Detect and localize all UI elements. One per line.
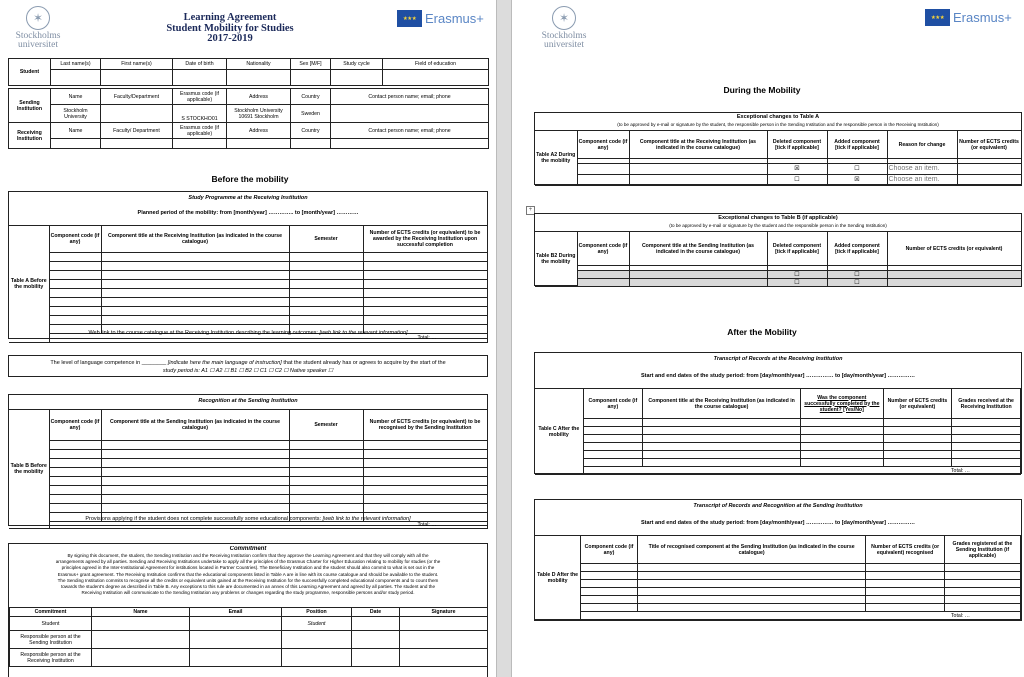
planned-period: Planned period of the mobility: from [month/year] ………….. to [month/year] ………… (137, 210, 359, 216)
field-cell[interactable] (383, 70, 489, 86)
page-gap (496, 0, 512, 677)
last-name-cell[interactable] (51, 70, 101, 86)
table-d-total: Total: … (581, 612, 1021, 620)
student-date-cell[interactable] (352, 617, 400, 631)
table-b-total: Total: … (49, 522, 487, 529)
receiving-contact-cell[interactable] (331, 139, 489, 149)
commitment-table: Commitment Name Email Position Date Signature Student Student Responsible person at the Sending Institution Responsible person at the Receiving Institution (9, 607, 488, 667)
transcript-d-title: Transcript of Records and Recognition at the Sending Institution (693, 503, 863, 509)
sending-address-cell[interactable]: Stockholm University 10691 Stockholm (227, 105, 291, 123)
student-signature-cell[interactable] (400, 617, 488, 631)
table-b2: Table B2 During the mobility Component code (if any) Component title at the Sending Institution (as indicated in the course catalogue) Deleted component [tick if applicable] Added component [tick if applicable] Number of ECTS credits (or equivalent) ☐ ☐ ☐ ☐ (535, 231, 1022, 287)
sex-cell[interactable] (291, 70, 331, 86)
study-cycle-cell[interactable] (331, 70, 383, 86)
university-seal-icon: ✶ (552, 6, 576, 30)
table-c-total: Total: … (583, 467, 1020, 475)
erasmus-logo: ★★★ Erasmus+ (397, 10, 484, 27)
receiving-faculty-cell[interactable] (101, 139, 173, 149)
sending-contact-cell[interactable] (331, 105, 489, 123)
sending-erasmus-code-cell[interactable]: S STOCKHO01 (173, 105, 227, 123)
dob-cell[interactable] (173, 70, 227, 86)
student-email-cell[interactable] (190, 617, 282, 631)
course-catalogue-weblink: Web link to the course catalogue at the Receiving Institution describing the learning outcomes: [web link to the relevant information] (88, 330, 408, 336)
commitment-row-student: Student (10, 617, 92, 631)
stockholm-university-logo-2: ✶ Stockholms universitet (534, 6, 594, 50)
deleted-checkbox[interactable]: ☒ (767, 164, 827, 175)
deleted-checkbox[interactable]: ☐ (767, 271, 827, 279)
table-a2: Table A2 During the mobility Component code (if any) Component title at the Receiving Institution (as indicated in the course catalogue) Deleted component [tick if applicable] Added component [tick if applicable] Reason for change Number of ECTS credits (or equivalent) ☒ ☐ Choose an item. ☐ ☒ Choose an item. (535, 130, 1022, 186)
changes-a-title: Exceptional changes to Table A (736, 114, 820, 120)
table-a-total: Total: … (49, 334, 487, 343)
receiving-name-cell[interactable] (51, 139, 101, 149)
eu-flag-icon: ★★★ (925, 9, 950, 26)
transcript-c-title: Transcript of Records at the Receiving Institution (713, 356, 843, 362)
table-move-handle-icon[interactable]: + (526, 206, 535, 215)
first-name-cell[interactable] (101, 70, 173, 86)
language-level-checkboxes[interactable]: study period is: A1 ☐ A2 ☐ B1 ☐ B2 ☐ C1 ☐ C2 ☐ Native speaker ☐ (162, 368, 334, 374)
reason-dropdown[interactable]: Choose an item. (887, 164, 957, 175)
commitment-text: By signing this document, the student, the Sending Institution and the Receiving Institution confirm that they approve the Learning Agreement and that they will comply with all the arrangements agreed by all parties. Sending and Receiving Institutions undertake to apply all the principles of the Erasmus Charter for Higher Education relating to mobility for studies (or the principles agreed in the Inter-Institutional Agreement for institutions located in Partner Countries). The Beneficiary Institution and the student should also commit to what is set out in the Erasmus+ grant agreement. The Receiving Institution confirms that the educational components listed in Table A are in line with its course catalogue and should be available to the student. The Sending Institution commits to recognise all the credits or equivalent units gained at the Receiving Institution for the successfully completed educational components and to count them towards the student's degree as described in Table B. Any exceptions to this rule are documented in an annex of this Learning Agreement and agreed by all parties. The student and the Receiving Institution will communicate to the Sending Institution any problems or changes regarding the study programme, responsible persons and/or study period. (55, 553, 441, 596)
page-2: ✶ Stockholms universitet ★★★ Erasmus+ During the Mobility Exceptional changes to Table A (to be approved by e-mail or signature by the student, the responsible person in the Sending Institution and the responsible person in the Receiving Institution) Table A2 During the mobility Component code (if any) Component title at the Receiving Institution (as indicated in the course catalogue) Deleted component [tick if applicable] Added component [tick if applicable] Reason for change Number of ECTS credits (or equivalent) ☒ ☐ Choose an item. ☐ ☒ Choose an item. + Exceptional changes to Table B (if applicable) (to be approved by e-mail or signature by the student and the responsible person in the Sending Institution) Table B2 During the mobility Component code (if any) Component title at the Sending Institution (as indicated in the course catalogue) Deleted component [tick if applicable] Added component [tick if applicable] Number of ECTS credits (or equivalent) ☐ ☐ ☐ ☐ After the Mobility Transcript of Records at the Receiving Institution Start and end dates of the study period: from [day/month/year] …………… to [day/month/year] …………… Table C After the mobility Component code (if any) Component title at the Receiving Institution (as indicated in the course catalogue) Was the component successfully completed by the student? [Yes/No] Number of ECTS credits (or equivalent) Grades received at the Receiving Institution Total: … Transcript of Records and Recognition at the Sending Institution Start and end dates of the study period: from [day/month/year] …………… to [day/month/year] …………… Table D After the mobility Component code (if any) Title of recognised component at the Sending Institution (as indicated in the course catalogue) Number of ECTS credits (or equivalent) recognised Grades registered at the Sending Institution (if applicable) Total: … (512, 0, 1024, 677)
student-info-table: Student Last name(s) First name(s) Date of birth Nationality Sex [M/F] Study cycle Field of education Sending Institution Name Faculty/Department Erasmus code (if applicable) Address Country Contact person name; email; phone Stockholm University S STOCKHO01 Stockholm University 10691 Stockholm Sweden Receiving Institution Name Faculty/ Department Erasmus code (if applicable) Address Country Contact person name; email; phone (8, 58, 489, 149)
commitment-row-sending: Responsible person at the Sending Institution (10, 631, 92, 649)
table-c: Table C After the mobility Component code (if any) Component title at the Receiving Institution (as indicated in the course catalogue) Was the component successfully completed by the student? [Yes/No] Number of ECTS credits (or equivalent) Grades received at the Receiving Institution Total: … (535, 388, 1021, 475)
added-checkbox[interactable]: ☐ (827, 164, 887, 175)
page-1 (0, 0, 496, 677)
table-d: Table D After the mobility Component code (if any) Title of recognised component at the Sending Institution (as indicated in the course catalogue) Number of ECTS credits (or equivalent) recognised Grades registered at the Sending Institution (if applicable) Total: … (535, 535, 1021, 620)
during-mobility-heading: During the Mobility (723, 85, 801, 95)
university-seal-icon: ✶ (26, 6, 50, 30)
sending-name-cell[interactable]: Stockholm University (51, 105, 101, 123)
study-programme-title: Study Programme at the Receiving Institution (188, 195, 308, 201)
weblink-placeholder[interactable]: [web link to the relevant information] (319, 330, 408, 336)
table-b: Table B Before the mobility Component code (if any) Component title at the Sending Institution (as indicated in the course catalogue) Semester Number of ECTS credits (or equivalent) to be recognised by the Sending Institution Total: … (9, 409, 488, 529)
deleted-checkbox[interactable]: ☐ (767, 279, 827, 287)
eu-flag-icon: ★★★ (397, 10, 422, 27)
added-checkbox[interactable]: ☒ (827, 175, 887, 186)
table-d-period: Start and end dates of the study period: from [day/month/year] …………… to [day/month/year] …………… (640, 520, 916, 526)
changes-b-title: Exceptional changes to Table B (if applicable) (718, 215, 838, 221)
language-line-1: The level of language competence in ________ [indicate here the main language of instruction] that the student already has or agrees to acquire by the start of the (50, 360, 446, 366)
provisions-line: Provisions applying if the student does not complete successfully some educational components: [web link to the relevant information] (85, 516, 411, 522)
added-checkbox[interactable]: ☐ (827, 279, 887, 287)
deleted-checkbox[interactable]: ☐ (767, 175, 827, 186)
recognition-title: Recognition at the Sending Institution (198, 398, 298, 404)
sending-faculty-cell[interactable] (101, 105, 173, 123)
stockholm-university-logo: ✶ Stockholms universitet (8, 6, 68, 50)
receiving-country-cell[interactable] (291, 139, 331, 149)
receiving-address-cell[interactable] (227, 139, 291, 149)
reason-dropdown[interactable]: Choose an item. (887, 175, 957, 186)
after-mobility-heading: After the Mobility (727, 327, 797, 337)
erasmus-logo-2: ★★★ Erasmus+ (925, 9, 1012, 26)
receiving-erasmus-cell[interactable] (173, 139, 227, 149)
provisions-placeholder[interactable]: [web link to the relevant information] (322, 516, 411, 522)
student-name-cell[interactable] (92, 617, 190, 631)
commitment-heading: Commitment (229, 546, 267, 552)
table-c-period: Start and end dates of the study period: from [day/month/year] …………… to [day/month/year] …………… (640, 373, 916, 379)
commitment-row-receiving: Responsible person at the Receiving Institution (10, 649, 92, 667)
added-checkbox[interactable]: ☐ (827, 271, 887, 279)
nationality-cell[interactable] (227, 70, 291, 86)
table-a: Table A Before the mobility Component code (if any) Component title at the Receiving Institution (as indicated in the course catalogue) Semester Number of ECTS credits (or equivalent) to be awarded by the Receiving Institution upon successful completion Total: … (9, 225, 488, 343)
sending-country-cell[interactable]: Sweden (291, 105, 331, 123)
document-title: Learning Agreement Student Mobility for Studies 2017-2019 (166, 12, 294, 44)
before-mobility-heading: Before the mobility (211, 174, 289, 184)
